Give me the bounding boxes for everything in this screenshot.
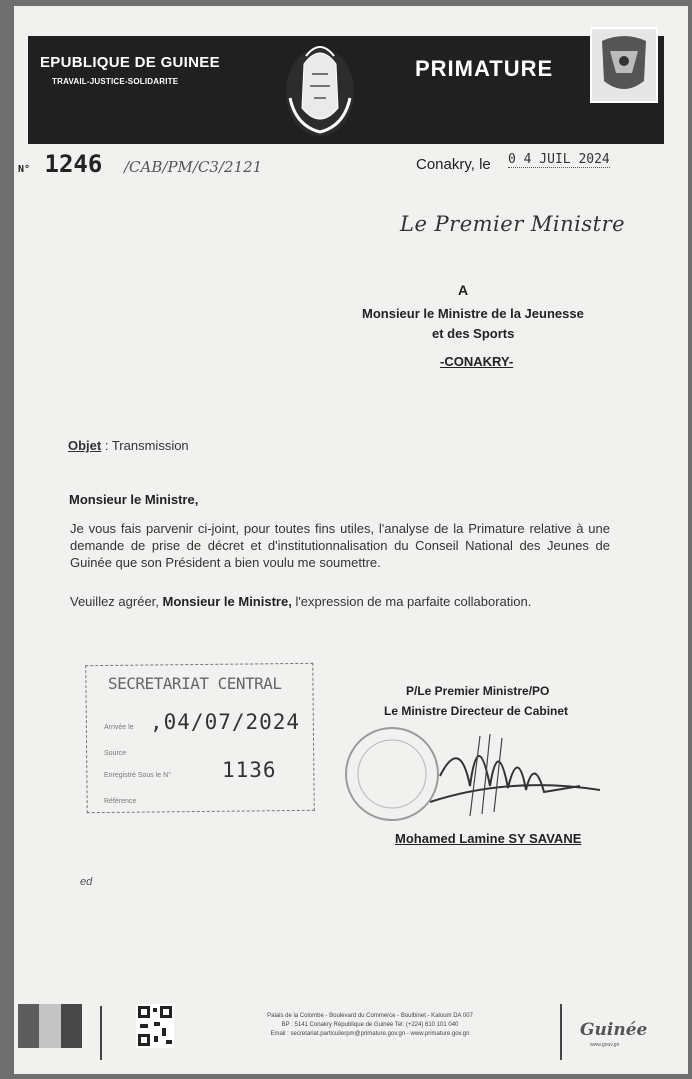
sender-title: Le Premier Ministre [400, 212, 626, 236]
date-stamp-value: 0 4 JUIL 2024 [508, 152, 610, 167]
flag-red-stripe [18, 1004, 39, 1048]
reference-handwritten-suffix: /CAB/PM/C3/2121 [124, 158, 263, 176]
subject-line [68, 438, 189, 453]
stamp-arrived-value: ,04/07/2024 [150, 710, 301, 734]
signature-and-seal-icon [330, 716, 620, 836]
republic-name: EPUBLIQUE DE GUINEE [40, 54, 220, 71]
footer-address [180, 1012, 560, 1039]
recipient-line-1: Monsieur le Ministre de la Jeunesse [362, 306, 584, 321]
reference-number [18, 150, 102, 178]
flag-yellow-stripe [39, 1004, 61, 1048]
guinee-logo-url: www.gouv.gn [590, 1042, 620, 1048]
flag-green-stripe [61, 1004, 82, 1048]
office-name: PRIMATURE [415, 56, 554, 81]
stamp-title: SECRETARIAT CENTRAL [108, 674, 282, 693]
margin-initial: ed [80, 876, 93, 888]
closing-start: Veuillez agréer, [70, 594, 163, 609]
primature-seal-icon [590, 27, 658, 103]
qr-code-icon [136, 1004, 174, 1048]
reference-prefix: N° [18, 164, 31, 175]
footer-address-line-1: Palais de la Colombe - Boulevard du Commerce - Boulbinet - Kaloum DA 007 [267, 1013, 473, 1019]
signatory-line-2: Le Ministre Directeur de Cabinet [384, 704, 569, 718]
signatory-name: Mohamed Lamine SY SAVANE [395, 831, 582, 846]
stamp-reference-label: Référence [104, 798, 137, 805]
national-motto: TRAVAIL-JUSTICE-SOLIDARITE [52, 77, 179, 86]
guinea-flag-icon [18, 1004, 82, 1048]
closing-bold: Monsieur le Ministre, [162, 594, 292, 609]
footer-address-line-3: Email : secretariat.particulierpm@primature.gov.gn - www.primature.gov.gn [270, 1031, 470, 1037]
salutation: Monsieur le Ministre, [69, 492, 199, 507]
date-label: Conakry, le [416, 156, 491, 173]
stamp-registered-value: 1136 [222, 758, 277, 782]
reference-number-value: 1246 [44, 150, 103, 178]
stamp-source-label: Source [104, 750, 127, 757]
footer-address-line-2: BP : 5141 Conakry République de Guinée Tel: (+224) 610 101 040 [281, 1022, 459, 1028]
footer-divider-right [560, 1004, 562, 1060]
stamp-registered-label: Enregistré Sous le N° [104, 772, 171, 779]
national-emblem-icon [284, 34, 356, 138]
subject-label: Objet [68, 438, 102, 453]
closing-end: l'expression de ma parfaite collaboration. [291, 594, 532, 609]
recipient-city: -CONAKRY- [440, 354, 514, 369]
stamp-arrived-label: Arrivée le [104, 724, 134, 731]
body-paragraph: Je vous fais parvenir ci-joint, pour toutes fins utiles, l'analyse de la Primature relative à une demande de prise de décret et d'institutionnalisation du Conseil National des Jeunes de Guinée que son Président a bien voulu me soumettre. [70, 521, 610, 570]
closing-formula [70, 594, 630, 609]
signatory-line-1: P/Le Premier Ministre/PO [406, 684, 550, 698]
footer-divider [100, 1006, 102, 1060]
recipient-line-2: et des Sports [432, 326, 515, 341]
guinee-logo: Guinée [580, 1020, 648, 1040]
recipient-to: A [458, 282, 469, 298]
subject-value: : Transmission [104, 438, 189, 453]
